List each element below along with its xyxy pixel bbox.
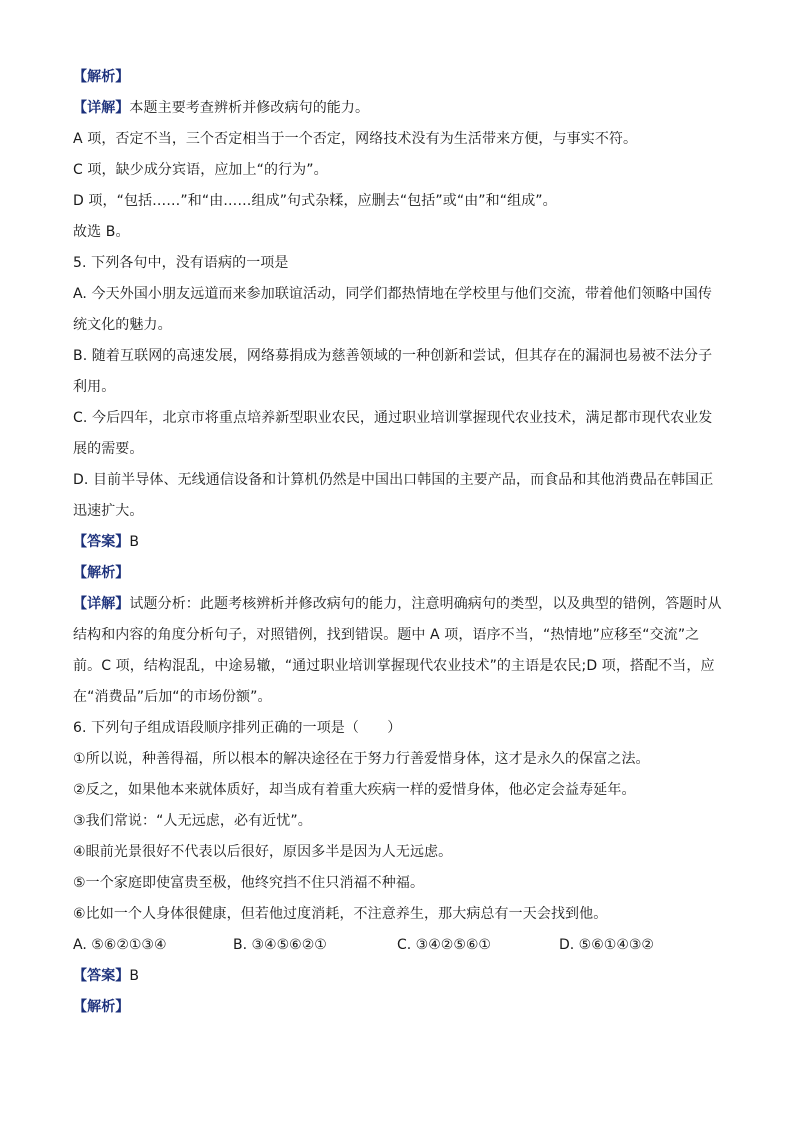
q6-sentence-3: ③我们常说：“人无远虑，必有近忧”。 <box>73 813 312 829</box>
q5-option-a: A. 今天外国小朋友远道而来参加联谊活动，同学们都热情地在学校里与他们交流，带着他们领略中国传统文化的魅力。 <box>73 286 712 333</box>
q6-sentence-5: ⑤一个家庭即使富贵至极，他终究挡不住只消福不种福。 <box>73 875 425 891</box>
q5-option-c: C. 今后四年，北京市将重点培养新型职业农民，通过职业培训掌握现代农业技术，满足都市现代农业发展的需要。 <box>73 410 713 457</box>
detail-tag: 【详解】 <box>73 596 130 612</box>
detail-text: 试题分析：此题考核辨析并修改病句的能力，注意明确病句的类型，以及典型的错例，答题时从结构和内容的角度分析句子，对照错例，找到错误。题中 A 项，语序不当，“热情地”应移至“交流”之前。C 项，结构混乱，中途易辙，“通过职业培训掌握现代农业技术”的主语是农民;D 项，搭配不当，应在“消费品”后加“的市场份额”。 <box>73 596 722 705</box>
q5-detail-paragraph <box>73 589 723 713</box>
q6-answer-line <box>73 961 723 992</box>
q6-option-d: D. ⑤⑥①④③② <box>559 937 654 953</box>
q6-option-a: A. ⑤⑥②①③④ <box>73 937 167 953</box>
q6-analysis-heading <box>73 992 723 1023</box>
q6-stem: 6. 下列句子组成语段顺序排列正确的一项是（ ） <box>73 720 402 736</box>
answer-tag: 【答案】 <box>73 534 130 550</box>
q6-sentence-4: ④眼前光景很好不代表以后很好，原因多半是因为人无远虑。 <box>73 844 453 860</box>
analysis-tag: 【解析】 <box>73 69 130 85</box>
q6-option-b: B. ③④⑤⑥②① <box>233 937 327 953</box>
q4-choose: 故选 B。 <box>73 224 130 240</box>
q5-option-d: D. 目前半导体、无线通信设备和计算机仍然是中国出口韩国的主要产品，而食品和其他消费品在韩国正迅速扩大。 <box>73 472 714 519</box>
analysis-tag: 【解析】 <box>73 999 130 1015</box>
q5-analysis-heading <box>73 558 723 589</box>
detail-text: 本题主要考查辨析并修改病句的能力。 <box>129 100 370 116</box>
q4-explain-heading <box>73 62 723 93</box>
q6-sentence-1: ①所以说，种善得福，所以根本的解决途径在于努力行善爱惜身体，这才是永久的保富之法。 <box>73 751 650 767</box>
answer-value: B <box>129 968 140 984</box>
q5-option-b: B. 随着互联网的高速发展，网络募捐成为慈善领域的一种创新和尝试，但其存在的漏洞也易被不法分子利用。 <box>73 348 713 395</box>
answer-value: B <box>129 534 140 550</box>
q4-detail-line <box>73 93 723 124</box>
q6-options <box>73 930 723 961</box>
detail-tag: 【详解】 <box>73 100 130 116</box>
answer-tag: 【答案】 <box>73 968 130 984</box>
q6-sentence-2: ②反之，如果他本来就体质好，却当成有着重大疾病一样的爱惜身体，他必定会益寿延年。 <box>73 782 636 798</box>
q4-explain-c: C 项，缺少成分宾语，应加上“的行为”。 <box>73 162 328 178</box>
q5-stem: 5. 下列各句中，没有语病的一项是 <box>73 255 289 271</box>
q4-explain-a: A 项，否定不当，三个否定相当于一个否定，网络技术没有为生活带来方便，与事实不符。 <box>73 131 638 147</box>
document-content <box>73 62 723 1023</box>
q6-sentence-6: ⑥比如一个人身体很健康，但若他过度消耗，不注意养生，那大病总有一天会找到他。 <box>73 906 608 922</box>
analysis-tag: 【解析】 <box>73 565 130 581</box>
q6-option-c: C. ③④②⑤⑥① <box>397 937 491 953</box>
q4-explain-d: D 项，“包括……”和“由……组成”句式杂糅，应删去“包括”或“由”和“组成”。 <box>73 193 557 209</box>
q5-answer-line <box>73 527 723 558</box>
